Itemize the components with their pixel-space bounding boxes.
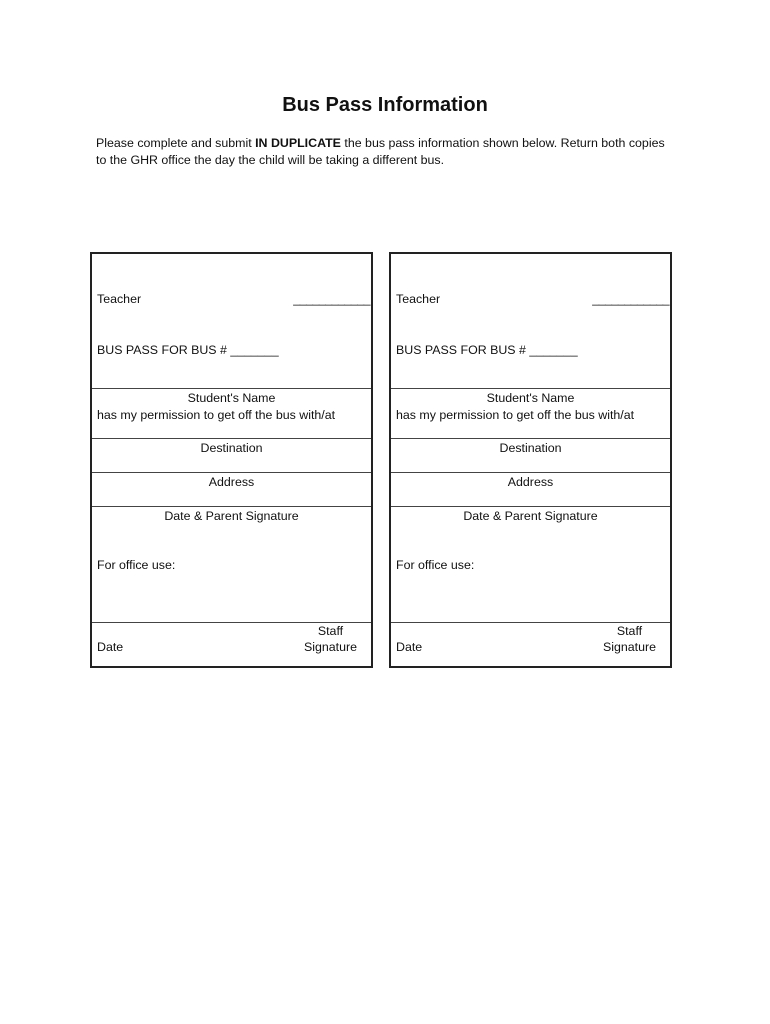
teacher-bus-section — [391, 254, 670, 389]
office-use-label: For office use: — [97, 558, 176, 572]
staff-label-line2: Signature — [303, 640, 357, 654]
teacher-blank[interactable]: ____________ — [293, 292, 370, 306]
address-label: Address — [208, 475, 255, 489]
destination-label: Destination — [200, 441, 263, 455]
office-use-label: For office use: — [396, 558, 475, 572]
address-section — [391, 472, 670, 507]
instructions-emphasis: IN DUPLICATE — [255, 136, 341, 150]
instructions-text-2: the bus pass information shown below. Return both copies to the GHR office the day the child will be taking a different bus. — [96, 136, 665, 167]
parent-signature-label: Date & Parent Signature — [164, 509, 299, 523]
signature-section — [92, 506, 371, 623]
teacher-bus-section — [92, 254, 371, 389]
student-section — [92, 388, 371, 439]
bus-pass-form-right — [389, 252, 672, 668]
staff-signature-label — [603, 623, 656, 655]
staff-section — [391, 622, 670, 666]
student-name-label: Student's Name — [486, 391, 575, 405]
instructions-paragraph — [96, 135, 676, 169]
address-label: Address — [507, 475, 554, 489]
student-name-label: Student's Name — [187, 391, 276, 405]
teacher-label: Teacher — [97, 292, 142, 306]
bus-number-label[interactable]: BUS PASS FOR BUS # _______ — [396, 343, 578, 357]
date-label: Date — [97, 640, 124, 654]
parent-signature-label: Date & Parent Signature — [463, 509, 598, 523]
address-section — [92, 472, 371, 507]
permission-text: has my permission to get off the bus with/at — [97, 408, 336, 422]
staff-signature-label — [304, 623, 357, 655]
permission-text: has my permission to get off the bus with/at — [396, 408, 635, 422]
staff-label-line2: Signature — [602, 640, 656, 654]
teacher-blank[interactable]: ____________ — [592, 292, 669, 306]
staff-section — [92, 622, 371, 666]
teacher-label: Teacher — [396, 292, 441, 306]
destination-label: Destination — [499, 441, 562, 455]
staff-label-line1: Staff — [317, 624, 344, 638]
bus-number-label[interactable]: BUS PASS FOR BUS # _______ — [97, 343, 279, 357]
signature-section — [391, 506, 670, 623]
instructions-text-1: Please complete and submit — [96, 136, 256, 150]
staff-label-line1: Staff — [616, 624, 643, 638]
page-title: Bus Pass Information — [282, 94, 488, 116]
student-section — [391, 388, 670, 439]
date-label: Date — [396, 640, 423, 654]
destination-section — [391, 438, 670, 473]
bus-pass-form-left — [90, 252, 373, 668]
destination-section — [92, 438, 371, 473]
